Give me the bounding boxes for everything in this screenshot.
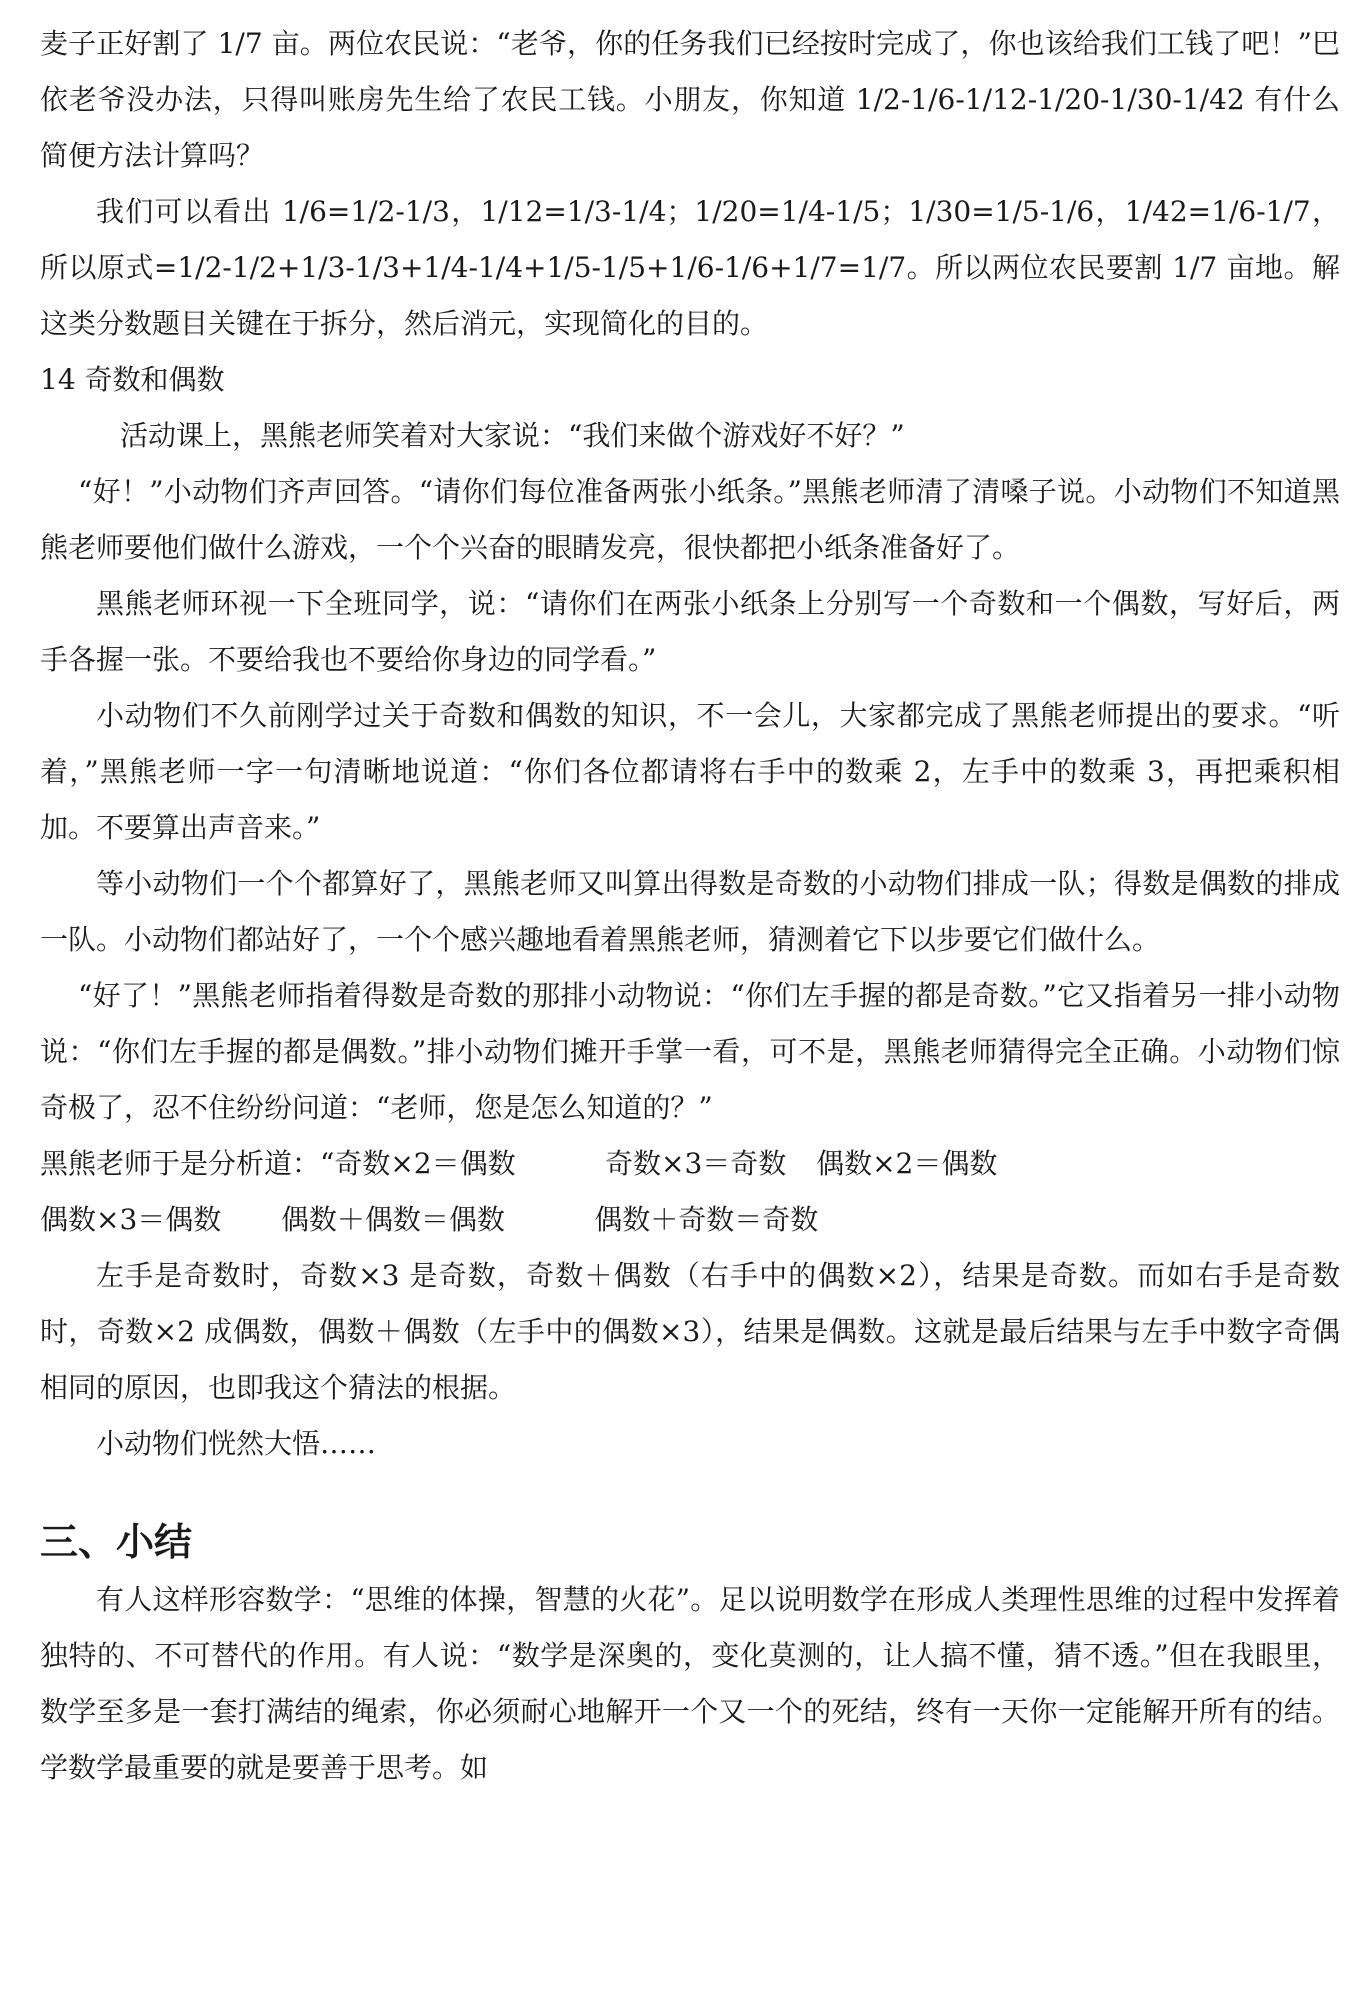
paragraph-explanation: 左手是奇数时，奇数×3 是奇数，奇数＋偶数（右手中的偶数×2），结果是奇数。而如右手是奇数时，奇数×2 成偶数，偶数＋偶数（左手中的偶数×3），结果是偶数。这就是最后结果与左手中数字奇偶相同的原因，也即我这个猜法的根据。 [40, 1259, 1340, 1404]
paragraph-answer-good: “好！”小动物们齐声回答。“请你们每位准备两张小纸条。”黑熊老师清了清嗓子说。小动物们不知道黑熊老师要他们做什么游戏，一个个兴奋的眼睛发亮，很快都把小纸条准备好了。 [40, 475, 1340, 564]
paragraph-realization: 小动物们恍然大悟…… [96, 1427, 377, 1460]
paragraph-story-ending: 麦子正好割了 1/7 亩。两位农民说：“老爷，你的任务我们已经按时完成了，你也该给我们工钱了吧！”巴依老爷没办法，只得叫账房先生给了农民工钱。小朋友，你知道 1/2-1/6-1/12-1/20-1/30-1/42 有什么简便方法计算吗？ [40, 27, 1340, 172]
formula-line-2: 偶数×3＝偶数 偶数＋偶数＝偶数 偶数＋奇数＝奇数 [40, 1203, 819, 1236]
paragraph-activity-class: 活动课上，黑熊老师笑着对大家说：“我们来做个游戏好不好？” [120, 419, 905, 452]
paragraph-multiply-rule: 小动物们不久前刚学过关于奇数和偶数的知识，不一会儿，大家都完成了黑熊老师提出的要求。“听着，”黑熊老师一字一句清晰地说道：“你们各位都请将右手中的数乘 2，左手中的数乘 3，再把乘积相加。不要算出声音来。” [40, 699, 1340, 844]
formula-line-1: 黑熊老师于是分析道：“奇数×2＝偶数 奇数×3＝奇数 偶数×2＝偶数 [40, 1147, 998, 1180]
document-page [40, 16, 1340, 1796]
paragraph-summary: 有人这样形容数学：“思维的体操，智慧的火花”。足以说明数学在形成人类理性思维的过程中发挥着独特的、不可替代的作用。有人说：“数学是深奥的，变化莫测的，让人搞不懂，猜不透。”但在我眼里，数学至多是一套打满结的绳索，你必须耐心地解开一个又一个的死结，终有一天你一定能解开所有的结。学数学最重要的就是要善于思考。如 [40, 1583, 1340, 1784]
paragraph-solution: 我们可以看出 1/6=1/2-1/3，1/12=1/3-1/4；1/20=1/4-1/5；1/30=1/5-1/6，1/42=1/6-1/7，所以原式=1/2-1/2+1/3-1/3+1/4-1/4+1/5-1/5+1/6-1/6+1/7=1/7。所以两位农民要割 1/7 亩地。解这类分数题目关键在于拆分，然后消元，实现简化的目的。 [40, 195, 1340, 340]
heading-summary: 三、小结 [40, 1520, 193, 1564]
section-title-odd-even: 14 奇数和偶数 [40, 363, 225, 396]
paragraph-line-up: 等小动物们一个个都算好了，黑熊老师又叫算出得数是奇数的小动物们排成一队；得数是偶数的排成一队。小动物们都站好了，一个个感兴趣地看着黑熊老师，猜测着它下以步要它们做什么。 [40, 867, 1340, 956]
paragraph-teacher-instruction: 黑熊老师环视一下全班同学，说：“请你们在两张小纸条上分别写一个奇数和一个偶数，写好后，两手各握一张。不要给我也不要给你身边的同学看。” [40, 587, 1340, 676]
paragraph-teacher-guess: “好了！”黑熊老师指着得数是奇数的那排小动物说：“你们左手握的都是奇数。”它又指着另一排小动物说：“你们左手握的都是偶数。”排小动物们摊开手掌一看，可不是，黑熊老师猜得完全正确。小动物们惊奇极了，忍不住纷纷问道：“老师，您是怎么知道的？” [40, 979, 1340, 1124]
